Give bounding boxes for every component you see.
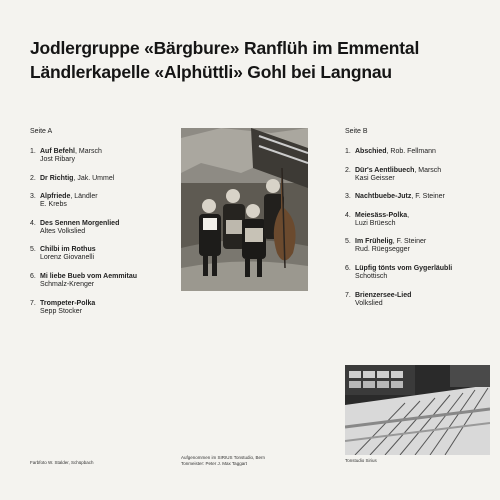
track-composer: Sepp Stocker — [40, 307, 83, 315]
track-extra: , Marsch — [75, 148, 102, 156]
track-title: Lüpfig tönts vom Gygerläubli — [355, 264, 453, 272]
track-extra: , Jak. Ummel — [73, 174, 115, 182]
track-composer: Jost Ribary — [40, 156, 76, 164]
track-title: Meiesäss-Polka — [355, 211, 408, 219]
track-item — [30, 273, 175, 289]
track-item — [345, 167, 495, 183]
band-photo-image — [181, 128, 308, 291]
track-composer: Schmalz-Krenger — [40, 281, 95, 289]
track-composer: Lorenz Giovanelli — [40, 254, 95, 262]
track-composer: Kasi Geisser — [355, 174, 395, 182]
track-item — [30, 300, 175, 316]
track-title: Trompeter-Polka — [40, 299, 96, 307]
track-item — [345, 148, 495, 156]
track-extra: , F. Steiner — [411, 193, 445, 201]
track-title: Dür's Aentlibuech — [355, 166, 415, 174]
track-title: Nachtbuebe-Jutz — [355, 193, 412, 201]
track-item — [345, 193, 495, 201]
track-extra: , F. Steiner — [392, 238, 427, 246]
track-number: 5. — [345, 238, 351, 246]
recording-credit — [181, 455, 265, 467]
side-b-label: Seite B — [345, 128, 368, 135]
track-item — [30, 246, 175, 262]
track-title: Brienzersee-Lied — [355, 291, 412, 299]
track-composer: E. Krebs — [40, 201, 67, 209]
track-number: 1. — [30, 148, 36, 156]
track-extra: , — [407, 211, 410, 219]
track-number: 1. — [345, 148, 351, 156]
track-number: 3. — [345, 193, 351, 201]
track-number: 7. — [345, 291, 351, 299]
track-number: 5. — [30, 246, 36, 254]
track-item — [345, 238, 495, 254]
track-title: Im Frühelig — [355, 238, 393, 246]
track-number: 7. — [30, 299, 36, 307]
track-composer: Altes Volkslied — [40, 227, 86, 235]
side-a-label: Seite A — [30, 128, 53, 135]
band-photo — [181, 128, 308, 291]
header-line-2: Ländlerkapelle «Alphüttli» Gohl bei Langnau — [30, 62, 392, 82]
recording-studio: Aufgenommen im SIRIUS Tonstudio, Bern — [181, 455, 265, 460]
track-item — [30, 148, 175, 164]
track-title: Alpfriede — [40, 193, 71, 201]
track-title: Chilbi im Rothus — [40, 246, 96, 254]
studio-photo-image — [345, 365, 490, 455]
track-title: Mi liebe Bueb vom Aemmitau — [40, 272, 137, 280]
track-composer: Rud. Rüegsegger — [355, 246, 410, 254]
track-item — [345, 212, 495, 228]
photo-credit: Farbfoto W. Stalder, Schüpbach — [30, 460, 94, 465]
track-title: Dr Richtig — [40, 174, 74, 182]
track-composer: Luzi Brüesch — [355, 219, 396, 227]
track-item — [30, 175, 175, 183]
track-number: 6. — [345, 264, 351, 272]
track-item — [30, 193, 175, 209]
track-number: 3. — [30, 193, 36, 201]
track-extra: , Rob. Fellmann — [386, 148, 436, 156]
side-a-list — [30, 128, 175, 326]
track-number: 4. — [30, 219, 36, 227]
header-line-1: Jodlergruppe «Bärgbure» Ranflüh im Emmental — [30, 38, 420, 58]
studio-photo — [345, 365, 490, 455]
track-composer: Volkslied — [355, 299, 383, 307]
track-number: 2. — [30, 174, 36, 182]
track-item — [345, 265, 495, 281]
track-number: 2. — [345, 166, 351, 174]
track-title: Auf Befehl — [40, 148, 75, 156]
track-composer: Schottisch — [355, 272, 388, 280]
track-item — [345, 292, 495, 308]
track-title: Abschied — [355, 148, 387, 156]
track-number: 6. — [30, 272, 36, 280]
track-extra: , Marsch — [414, 166, 442, 174]
side-b-list — [345, 128, 495, 318]
studio-credit: Tonstudio Sirius — [345, 458, 377, 463]
track-item — [30, 220, 175, 236]
sound-engineer: Tonmeister: Peter J. Max Taggart — [181, 460, 247, 466]
track-number: 4. — [345, 211, 351, 219]
track-title: Des Sennen Morgenlied — [40, 219, 120, 227]
track-extra: , Ländler — [70, 193, 98, 201]
